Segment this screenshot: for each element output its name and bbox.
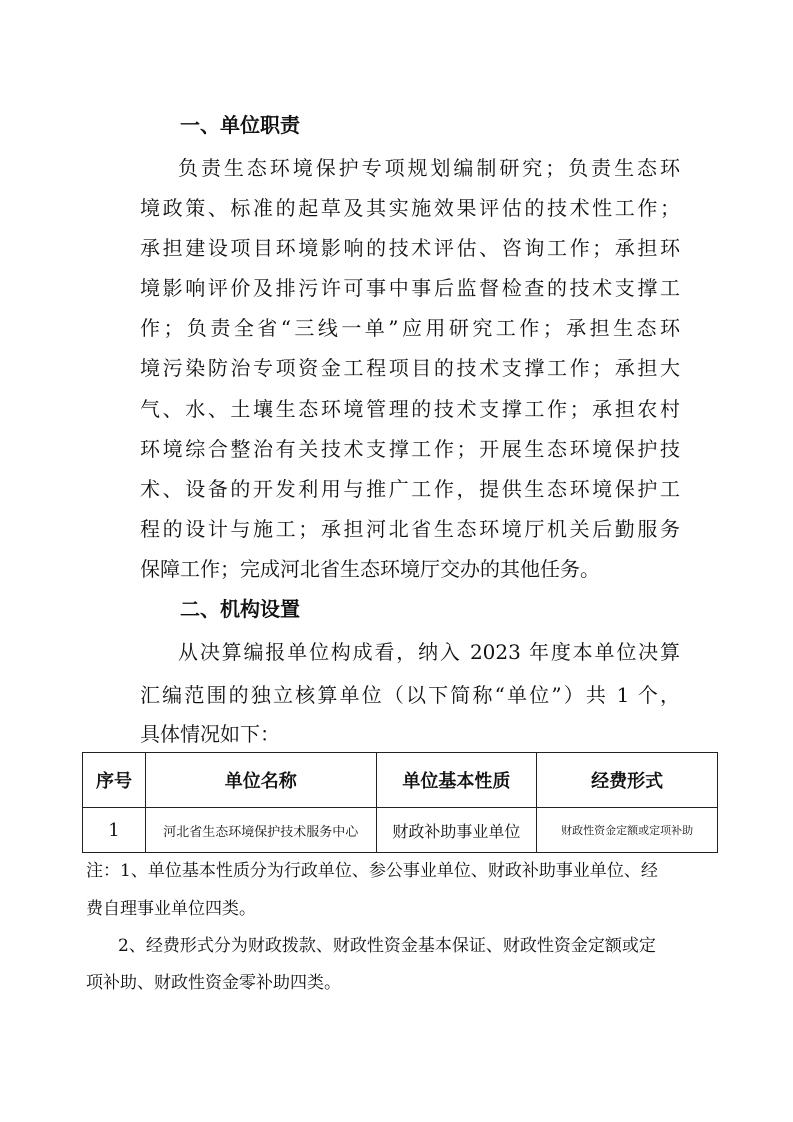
duties-line: 境政策、标准的起草及其实施效果评估的技术性工作； xyxy=(140,196,680,220)
duties-line: 境污染防治专项资金工程项目的技术支撑工作；承担大 xyxy=(140,356,680,380)
duties-line: 环境综合整治有关技术支撑工作；开展生态环境保护技 xyxy=(140,437,680,461)
duties-line: 承担建设项目环境影响的技术评估、咨询工作；承担环 xyxy=(140,236,680,260)
duties-line: 境影响评价及排污许可事中事后监督检查的技术支撑工 xyxy=(140,276,680,300)
org-line: 从决算编报单位构成看，纳入 2023 年度本单位决算 xyxy=(178,640,680,664)
section-heading-duties: 一、单位职责 xyxy=(180,113,300,137)
note-line: 项补助、财政性资金零补助四类。 xyxy=(86,973,341,993)
duties-line: 负责生态环境保护专项规划编制研究；负责生态环 xyxy=(178,156,680,180)
header-unit-nature: 单位基本性质 xyxy=(376,753,537,808)
cell-unit-name: 河北省生态环境保护技术服务中心 xyxy=(145,808,376,853)
duties-line: 保障工作；完成河北省生态环境厅交办的其他任务。 xyxy=(140,557,600,581)
table-header-row xyxy=(83,753,718,808)
header-index: 序号 xyxy=(83,753,146,808)
note-line: 费自理事业单位四类。 xyxy=(86,899,256,919)
section-heading-org: 二、机构设置 xyxy=(180,597,300,621)
note-line: 2、经费形式分为财政拨款、财政性资金基本保证、财政性资金定额或定 xyxy=(118,936,656,956)
duties-line: 术、设备的开发利用与推广工作，提供生态环境保护工 xyxy=(140,477,680,501)
cell-index: 1 xyxy=(83,808,146,853)
note-line: 注：1、单位基本性质分为行政单位、参公事业单位、财政补助事业单位、经 xyxy=(86,861,658,881)
header-unit-name: 单位名称 xyxy=(145,753,376,808)
table-row xyxy=(83,808,718,853)
cell-unit-nature: 财政补助事业单位 xyxy=(376,808,537,853)
duties-line: 程的设计与施工；承担河北省生态环境厅机关后勤服务 xyxy=(140,517,680,541)
unit-table xyxy=(82,752,718,853)
header-funding-form: 经费形式 xyxy=(537,753,718,808)
duties-line: 气、水、土壤生态环境管理的技术支撑工作；承担农村 xyxy=(140,397,680,421)
org-line: 汇编范围的独立核算单位（以下简称“单位”）共 1 个， xyxy=(140,683,680,707)
cell-funding-form: 财政性资金定额或定项补助 xyxy=(537,808,718,853)
duties-line: 作；负责全省“三线一单”应用研究工作；承担生态环 xyxy=(140,316,680,340)
org-line: 具体情况如下： xyxy=(140,722,280,746)
